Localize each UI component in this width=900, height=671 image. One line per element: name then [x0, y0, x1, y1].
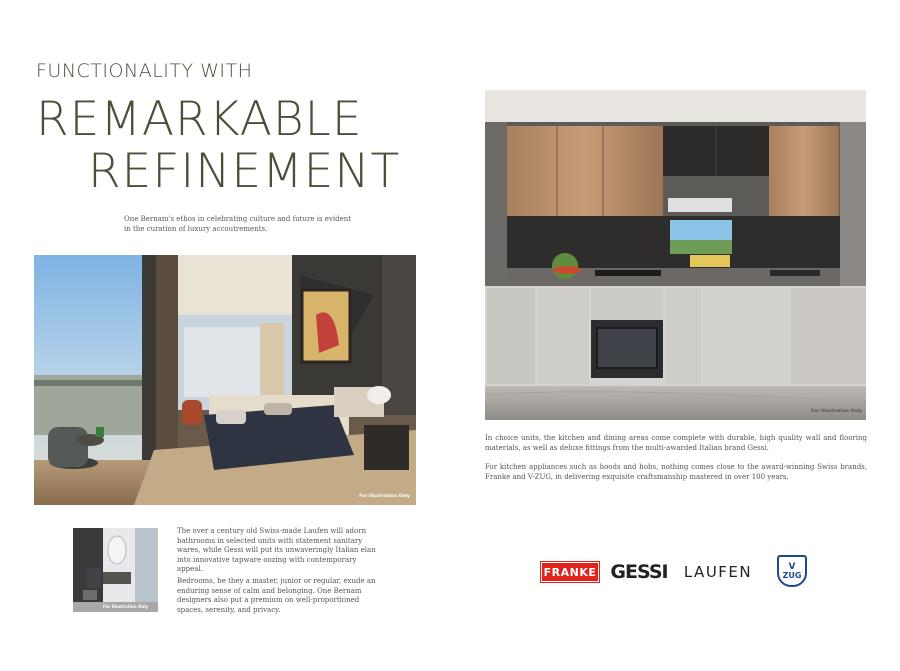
- bathroom-caption: For Illustration Only: [103, 604, 149, 609]
- headline-line-3: REFINEMENT: [88, 144, 401, 199]
- bathroom-paragraph-1: The over a century old Swiss-made Laufen will adorn bathrooms in selected units with statement sanitary wares, while Gessi will put its unwaveringly Italian elan into innovative tapware oozing with contemporary appeal.: [177, 527, 376, 573]
- bedroom-paragraph-2: Bedrooms, be they a master, junior or regular, exude an enduring sense of calm and belonging. One Bernam designers also put a premium on well-proportioned spaces, serenity, and privacy.: [177, 577, 376, 614]
- bedroom-photo: [34, 255, 416, 505]
- vzug-logo-v: V: [788, 561, 796, 572]
- bathroom-photo: [73, 528, 158, 612]
- headline-line-2: REMARKABLE: [36, 92, 363, 147]
- headline-line-1: FUNCTIONALITY WITH: [36, 60, 253, 82]
- franke-logo: FRANKE: [541, 562, 599, 582]
- laufen-logo: LAUFEN: [683, 563, 753, 581]
- kitchen-paragraph-1: In choice units, the kitchen and dining areas come complete with durable, high quality wall and flooring materials, as well as deluxe fittings from the multi-awarded Italian brand Gessi.: [485, 434, 867, 452]
- vzug-logo-zug: ZUG: [782, 570, 802, 580]
- vzug-logo: [777, 555, 807, 587]
- intro-text: One Bernam's ethos in celebrating culture and future is evident in the curation of luxury accoutrements.: [124, 215, 352, 233]
- kitchen-caption: For Illustration Only: [811, 409, 862, 414]
- gessi-logo: GESSI: [610, 561, 668, 583]
- bedroom-caption: For Illustration Only: [359, 494, 410, 499]
- kitchen-paragraph-2: For kitchen appliances such as hoods and hobs, nothing comes close to the award-winning Swiss brands, Franke and V-ZUG, in delivering exquisite craftsmanship mastered in over 100 years.: [485, 463, 867, 481]
- kitchen-photo: [485, 90, 866, 420]
